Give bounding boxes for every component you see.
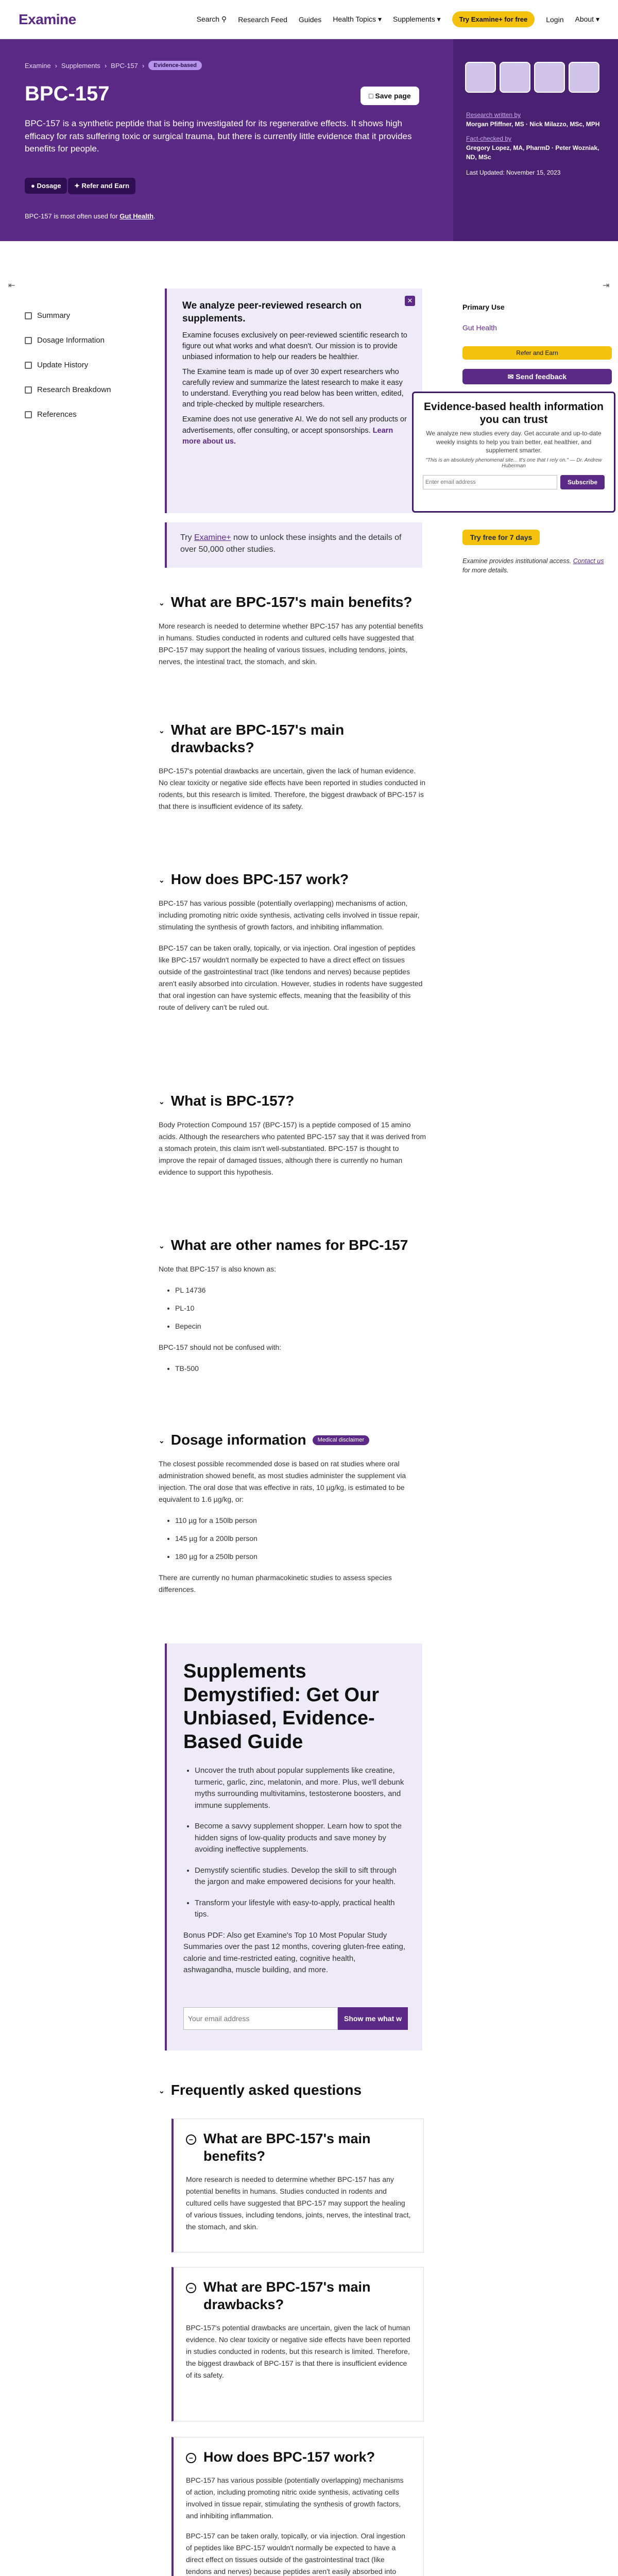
faq-question[interactable] <box>186 2279 411 2314</box>
close-icon[interactable]: ✕ <box>405 296 415 306</box>
promo-email-input[interactable] <box>423 475 557 489</box>
section-dosage <box>159 1431 426 1596</box>
references-icon <box>25 411 32 418</box>
promo-title: Evidence-based health information you can trust <box>424 401 604 426</box>
chevron-right-icon: › <box>142 61 145 70</box>
section-heading[interactable] <box>159 2081 426 2099</box>
section-title: What are BPC-157's main drawbacks? <box>170 722 345 755</box>
nav-guides[interactable]: Guides <box>298 15 322 24</box>
list-item: • TB-500 <box>175 1363 426 1375</box>
nav-research-feed[interactable]: Research Feed <box>238 15 287 24</box>
faq-title: Frequently asked questions <box>170 2082 362 2098</box>
nav-supplements[interactable] <box>393 15 441 24</box>
chevron-right-icon: › <box>55 61 57 70</box>
search-icon: ⚲ <box>221 15 227 23</box>
institutional-text: Examine provides institutional access. <box>462 557 572 565</box>
refer-earn-button[interactable] <box>68 178 135 194</box>
breadcrumb <box>25 61 202 70</box>
section-text: More research is needed to determine whether BPC-157 has any potential benefits in humans. Studies conducted in rodents and cultured cells have suggested that BPC-157 may support the healing of various tissues, including tendons, joints, nerves, the intestinal tract, the stomach, and skin. <box>159 621 423 666</box>
section-text: BPC-157's potential drawbacks are uncertain, given the lack of human evidence. No clear toxicity or negative side effects have been reported in studies conducted in rodents, but this research is limited. Therefore, the biggest drawback of BPC-157 is that there is insufficient evidence of its safety. <box>159 767 426 811</box>
research-authors: Morgan Pfiffner, MS · Nick Milazzo, MSc, MPH <box>466 121 600 128</box>
guide-title: Supplements Demystified: Get Our Unbiased, Evidence-Based Guide <box>183 1660 380 1753</box>
chevron-down-icon: ⌄ <box>159 876 165 884</box>
avatar <box>569 62 599 93</box>
section-heading[interactable] <box>159 1431 426 1449</box>
sidebar-item-update-history[interactable] <box>25 361 88 369</box>
confused-list <box>159 1363 426 1375</box>
save-page-label: Save page <box>375 92 411 100</box>
chevron-down-icon: ⌄ <box>159 599 165 607</box>
breadcrumb-item[interactable]: Supplements <box>61 61 100 70</box>
avatar <box>465 62 496 93</box>
free-trial-button[interactable]: Try free for 7 days <box>462 530 540 545</box>
nav-health-topics-label: Health Topics <box>333 15 376 23</box>
rail-collapse-icon[interactable]: ⇥ <box>603 281 610 290</box>
section-heading[interactable] <box>159 871 426 888</box>
newsletter-promo <box>412 392 615 513</box>
chevron-down-icon: ▾ <box>377 15 382 23</box>
research-written-label[interactable]: Research written by <box>466 111 521 118</box>
guide-email-input[interactable] <box>183 2007 338 2030</box>
chevron-right-icon: › <box>104 61 107 70</box>
dosage-button[interactable] <box>25 178 67 194</box>
section-title: What is BPC-157? <box>170 1093 295 1109</box>
institutional-access-note <box>462 556 612 575</box>
faq-item <box>171 2267 424 2421</box>
list-item: • 180 µg for a 250lb person <box>175 1551 426 1563</box>
section-heading[interactable] <box>159 1092 426 1110</box>
refer-earn-label: Refer and Earn <box>81 182 130 190</box>
primary-use-note: BPC-157 is most often used for Gut Health. <box>25 212 156 220</box>
minus-icon: − <box>186 2283 196 2293</box>
chevron-down-icon: ⌄ <box>159 2087 165 2095</box>
bookmark-icon: □ <box>369 92 373 100</box>
subscribe-button[interactable]: Subscribe <box>560 475 605 489</box>
hero-summary: BPC-157 is a synthetic peptide that is being investigated for its regenerative effects. It shows high efficacy for rats suffering toxic or surgical trauma, but there is currently little evidence that it provides benefits for people. <box>25 118 412 154</box>
chevron-down-icon: ⌄ <box>159 726 165 735</box>
sidebar-item-label: References <box>37 410 77 419</box>
section-other-names <box>159 1236 426 1381</box>
primary-use-heading: Primary Use <box>462 303 505 311</box>
promo-text: We analyze new studies every day. Get accurate and up-to-date weekly insights to help you train better, eat healthier, and supplement smarter. <box>426 430 602 454</box>
section-heading[interactable] <box>159 721 426 756</box>
login-link[interactable]: Login <box>546 15 564 24</box>
nav-supplements-label: Supplements <box>392 15 435 23</box>
sidebar-item-summary[interactable] <box>25 311 70 320</box>
nav-about-label: About <box>575 15 594 23</box>
section-text: BPC-157 should not be confused with: <box>159 1343 282 1351</box>
list-item: • Become a savvy supplement shopper. Learn how to spot the hidden signs of low-quality products and save money by avoiding ineffective supplements. <box>195 1821 406 1856</box>
pill-icon: ● <box>31 182 35 190</box>
faq-question[interactable] <box>186 2449 411 2466</box>
sidebar-collapse-icon[interactable]: ⇤ <box>8 281 15 290</box>
search-link[interactable] <box>197 15 227 24</box>
avatar <box>534 62 565 93</box>
list-item: • 110 µg for a 150lb person <box>175 1515 426 1527</box>
faq-item <box>171 2119 424 2252</box>
research-icon <box>25 386 32 394</box>
author-credits <box>466 110 610 177</box>
guide-bonus: Bonus PDF: Also get Examine's Top 10 Most Popular Study Summaries over the past 12 months, covering gluten-free eating, calorie and time-restricted eating, cognitive health, ashwagandha, muscle building, and more. <box>183 1930 406 1975</box>
sidebar-item-label: Research Breakdown <box>37 385 111 394</box>
faq-question[interactable] <box>186 2130 411 2165</box>
primary-use-prefix: BPC-157 is most often used for <box>25 212 118 220</box>
guide-bullets <box>183 1765 406 1921</box>
alias-list <box>159 1284 426 1332</box>
section-heading[interactable] <box>159 594 426 611</box>
page-title: BPC-157 <box>25 82 110 105</box>
chevron-down-icon: ⌄ <box>159 1097 165 1106</box>
faq-item <box>171 2437 424 2576</box>
section-how-it-works <box>159 871 426 1013</box>
faq-answer: BPC-157 can be taken orally, topically, or via injection. Oral ingestion of peptides like BPC-157 wouldn't normally be expected to have a direct effect on tissues outside of the gastrointestinal tract (like tendons and nerves) because peptides aren't easily absorbed into <box>186 2532 405 2576</box>
sidebar-item-dosage[interactable] <box>25 336 105 345</box>
faq-question-text: How does BPC-157 work? <box>203 2449 375 2465</box>
send-feedback-button[interactable] <box>462 369 612 384</box>
top-navbar <box>0 0 618 39</box>
sidebar-item-references[interactable] <box>25 410 77 419</box>
examine-logo[interactable]: Examine <box>19 11 76 27</box>
chevron-down-icon: ▾ <box>595 15 599 23</box>
notice-paragraph-text: Examine does not use generative AI. We do not sell any products or advertisements, offer consulting, or accept sponsorships. <box>182 415 407 435</box>
fact-checkers: Gregory Lopez, MA, PharmD · Peter Wozniak, ND, MSc <box>466 144 599 161</box>
breadcrumb-item[interactable]: BPC-157 <box>111 61 138 70</box>
promo-quote: "This is an absolutely phenomenal site... It's one that I rely on." — Dr. Andrew Huberman <box>425 457 602 469</box>
section-heading[interactable] <box>159 1236 426 1254</box>
section-title: What are BPC-157's main benefits? <box>170 594 413 610</box>
fact-checked-label[interactable]: Fact-checked by <box>466 135 512 142</box>
list-item: • 145 µg for a 200lb person <box>175 1533 426 1545</box>
section-drawbacks <box>159 721 426 813</box>
gift-icon: ✦ <box>74 182 80 190</box>
list-item: • PL-10 <box>175 1302 426 1314</box>
sidebar-item-label: Summary <box>37 311 71 320</box>
minus-icon: − <box>186 2134 196 2145</box>
learn-more-link[interactable]: Learn more about us. <box>182 426 393 446</box>
section-text: There are currently no human pharmacokinetic studies to assess species differences. <box>159 1573 392 1594</box>
nav-health-topics[interactable] <box>333 15 382 24</box>
notice-paragraph: The Examine team is made up of over 30 expert researchers who carefully review and summarize the latest research to make it easy to understand. Everything you read below has been written, edited, and triple-checked by multiple researchers. <box>182 368 404 409</box>
section-text: BPC-157 can be taken orally, topically, or via injection. Oral ingestion of peptides like BPC-157 wouldn't normally be expected to have a direct effect on tissues outside of the gastrointestinal tract (like tendons and nerves) because peptides aren't easily absorbed into circulation. However, studies in rodents have suggested that oral ingestion can have systemic effects, meaning that the feasibility of this route of delivery can't be ruled out. <box>159 943 423 1012</box>
chevron-down-icon: ▾ <box>437 15 441 23</box>
section-text: The closest possible recommended dose is based on rat studies where oral administration showed benefit, as most studies administer the supplement via injection. The oral dose that was effective in rats, 10 µg/kg, is estimated to be equivalent to 1.6 µg/kg, or: <box>159 1459 406 1503</box>
list-item: • Transform your lifestyle with easy-to-apply, practical health tips. <box>195 1897 406 1921</box>
breadcrumb-item[interactable]: Examine <box>25 61 51 70</box>
save-page-button[interactable] <box>360 87 419 105</box>
evidence-based-badge: Evidence-based <box>148 61 202 70</box>
faq-answer: More research is needed to determine whether BPC-157 has any potential benefits in humans. Studies conducted in rodents and cultured cells have suggested that BPC-157 may support the healing of various tissues, including tendons, joints, nerves, the intestinal tract, the stomach, and skin. <box>186 2175 411 2231</box>
gut-health-link[interactable]: Gut Health <box>462 324 497 332</box>
supplement-guide-signup <box>165 1643 422 2050</box>
chevron-down-icon: ⌄ <box>159 1436 165 1445</box>
section-benefits <box>159 594 426 668</box>
list-item: • Uncover the truth about popular supplements like creatine, turmeric, garlic, zinc, melatonin, and more. Plus, we'll debunk myths surrounding multivitamins, testosterone boosters, and immune supplements. <box>195 1765 406 1811</box>
section-text: Note that BPC-157 is also known as: <box>159 1264 277 1273</box>
notice-paragraph <box>182 414 409 447</box>
send-feedback-label: Send feedback <box>516 372 567 381</box>
dose-list <box>159 1515 426 1563</box>
section-text: Body Protection Compound 157 (BPC-157) is a peptide composed of 15 amino acids. Although the researchers who patented BPC-157 say that it was derived from a stomach protein, this claim isn't well-substantiated. BPC-157 is thought to improve the repair of damaged tissues, although there is currently no human evidence to support this hypothesis. <box>159 1120 426 1176</box>
examine-plus-link[interactable]: Examine+ <box>194 533 231 542</box>
contact-rest: for more details. <box>462 567 509 574</box>
tryplus-rest: now to unlock these insights and the details of over 50,000 other studies. <box>180 533 402 554</box>
try-examine-plus-button[interactable]: Try Examine+ for free <box>452 11 535 27</box>
last-updated: Last Updated: November 15, 2023 <box>466 169 561 176</box>
faq-question-text: What are BPC-157's main drawbacks? <box>203 2279 371 2312</box>
faq-section <box>159 2081 426 2099</box>
search-label: Search <box>196 15 220 23</box>
list-item: • Demystify scientific studies. Develop the skill to sift through the jargon and make empowered decisions for your health. <box>195 1865 406 1888</box>
section-text: BPC-157 has various possible (potentially overlapping) mechanisms of action, including promoting nitric oxide synthesis, activating cells involved in tissue repair, stimulating the synthesis of growth factors, and inhibiting inflammation. <box>159 899 420 931</box>
faq-answer: BPC-157 has various possible (potentially overlapping) mechanisms of action, including promoting nitric oxide synthesis, activating cells involved in tissue repair, stimulating the synthesis of growth factors, and inhibiting inflammation. <box>186 2476 404 2520</box>
summary-icon <box>25 312 32 319</box>
sidebar-item-label: Update History <box>37 361 89 369</box>
history-icon <box>25 362 32 369</box>
sidebar-item-label: Dosage Information <box>37 336 105 345</box>
minus-icon: − <box>186 2453 196 2463</box>
gut-health-link[interactable]: Gut Health <box>119 212 154 220</box>
faq-question-text: What are BPC-157's main benefits? <box>203 2131 371 2164</box>
nav-about[interactable] <box>575 15 599 24</box>
section-title: How does BPC-157 work? <box>170 871 349 887</box>
section-title: What are other names for BPC-157 <box>170 1237 408 1253</box>
list-item: • PL 14736 <box>175 1284 426 1296</box>
avatar <box>500 62 530 93</box>
faq-answer: BPC-157's potential drawbacks are uncertain, given the lack of human evidence. No clear toxicity or negative side effects have been reported in studies conducted in rodents, but this research is limited. Therefore, the biggest drawback of BPC-157 is that there is insufficient evidence of its safety. <box>186 2323 410 2379</box>
dosage-icon <box>25 337 32 344</box>
dosage-button-label: Dosage <box>37 182 61 190</box>
list-item: • Bepecin <box>175 1320 426 1332</box>
refer-earn-rail-button[interactable]: Refer and Earn <box>462 346 612 360</box>
sidebar-item-research-breakdown[interactable] <box>25 385 111 394</box>
notice-title: We analyze peer-reviewed research on supplements. <box>182 300 362 324</box>
tryplus-prefix: Try <box>180 533 192 542</box>
medical-disclaimer-badge[interactable]: Medical disclaimer <box>313 1435 369 1445</box>
contact-us-link[interactable]: Contact us <box>573 557 604 565</box>
chevron-down-icon: ⌄ <box>159 1242 165 1250</box>
feedback-icon: ✉ <box>507 372 514 381</box>
guide-submit-button[interactable]: Show me what w <box>338 2007 408 2030</box>
notice-paragraph: Examine focuses exclusively on peer-reviewed scientific research to figure out what works and what doesn't. Our mission is to provide unbiased information to help our readers be healthier. <box>182 331 407 362</box>
peer-review-notice <box>165 289 422 513</box>
examine-plus-callout <box>165 522 422 568</box>
section-what-is <box>159 1092 426 1178</box>
section-title: Dosage information <box>170 1432 306 1448</box>
